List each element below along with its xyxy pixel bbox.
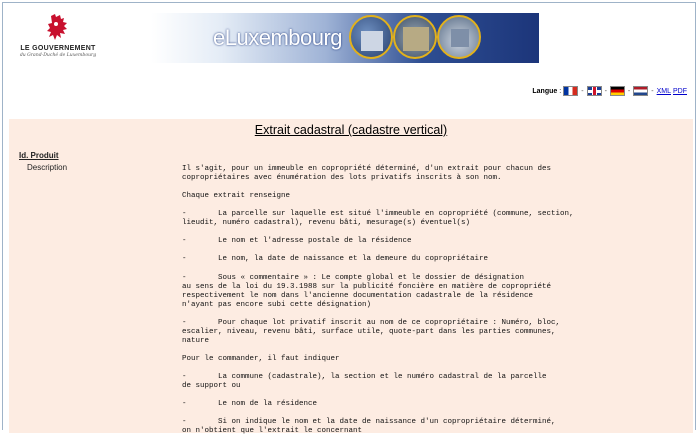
logo-title: LE GOUVERNEMENT xyxy=(20,45,96,52)
lion-crest-icon xyxy=(43,13,73,43)
description-label: Description xyxy=(27,163,68,172)
banner-photo-1 xyxy=(349,15,393,59)
xml-link[interactable]: XML xyxy=(656,87,671,95)
logo-subtitle: du Grand-Duché de Luxembourg xyxy=(19,53,97,58)
id-produit-heading: Id. Produit xyxy=(19,151,59,160)
banner-photo-2 xyxy=(393,15,437,59)
separator: - xyxy=(651,87,654,95)
page-frame xyxy=(2,2,696,436)
separator: - xyxy=(627,87,631,95)
german-flag-icon[interactable] xyxy=(610,86,625,96)
french-flag-icon[interactable] xyxy=(563,86,578,96)
separator: - xyxy=(604,87,607,95)
banner-photo-3 xyxy=(437,15,481,59)
government-logo[interactable] xyxy=(17,13,99,63)
english-flag-icon[interactable] xyxy=(587,86,602,96)
language-colon: : xyxy=(559,87,562,95)
language-label: Langue xyxy=(532,87,558,95)
description-text: Il s'agit, pour un immeuble en copropriété déterminé, d'un extrait pour chacun des copropriétaires avec énumération des lots privatifs inscrits à son nom. Chaque extrait renseigne - La parcelle sur laquelle est situé l'immeuble en copropriété (commune, section, lieudit, numéro cadastral), revenu bâti, mesurage(s) éventuel(s) - Le nom et l'adresse postale de la résidence - Le nom, la date de naissance et la demeure du copropriétaire - Sous « commentaire » : Le compte global et le dossier de désignation au sens de la loi du 19.3.1988 sur la publicité foncière en matière de copropriété respectivement le nom dans l'ancienne documentation cadastrale de la résidence n'ayant pas encore subi cette désignation) - Pour chaque lot privatif inscrit au nom de ce copropriétaire : Numéro, bloc, escalier, niveau, revenu bâti, surface utile, quote-part dans les parties communes, nature Pour le commander, il faut indiquer - La commune (cadastrale), la section et le numéro cadastral de la parcelle de support ou - Le nom de la résidence - Si on indique le nom et la date de naissance d'un copropriétaire déterminé, on n'obtient que l'extrait le concernant xyxy=(182,165,574,436)
language-bar xyxy=(532,86,687,96)
banner-brand: eLuxembourg xyxy=(213,25,343,50)
pdf-link[interactable]: PDF xyxy=(673,87,687,95)
separator: - xyxy=(581,87,584,95)
dutch-flag-icon[interactable] xyxy=(633,86,648,96)
page-title: Extrait cadastral (cadastre vertical) xyxy=(254,123,448,137)
product-panel xyxy=(9,119,693,436)
eluxembourg-banner[interactable] xyxy=(151,13,539,63)
